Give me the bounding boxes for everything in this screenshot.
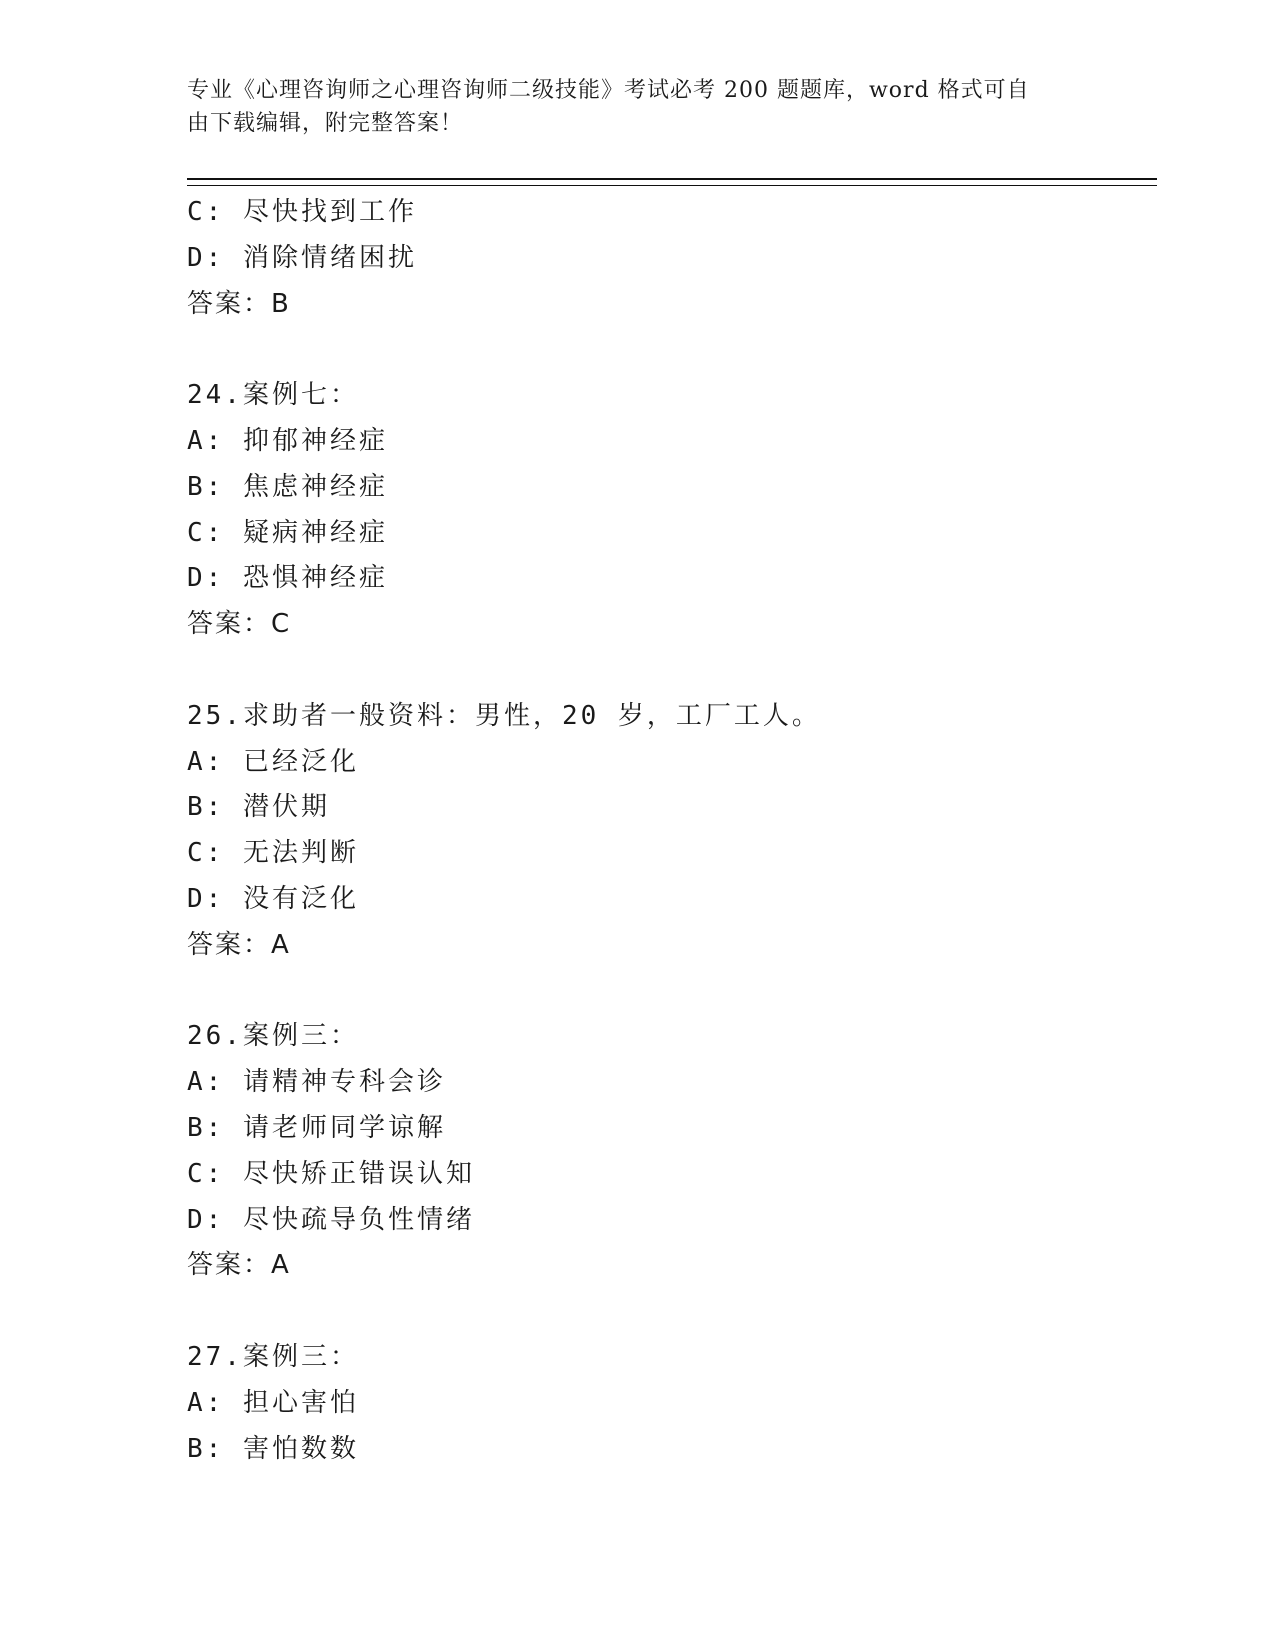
answer-line: 答案：C — [187, 609, 292, 640]
option-c: C: 尽快找到工作 — [187, 197, 417, 227]
option-b: B: 潜伏期 — [187, 792, 330, 823]
option-c: C: 尽快矫正错误认知 — [187, 1158, 475, 1189]
question-list — [187, 190, 1147, 1472]
option-d: D: 没有泛化 — [187, 883, 359, 914]
answer-line: 答案：A — [187, 1250, 291, 1281]
question-27 — [187, 1335, 1147, 1472]
option-a: A: 担心害怕 — [187, 1387, 359, 1418]
answer-line: 答案：A — [187, 929, 291, 960]
question-26 — [187, 1014, 1147, 1289]
option-b: B: 焦虑神经症 — [187, 471, 388, 502]
header-line-1: 专业《心理咨询师之心理咨询师二级技能》考试必考 200 题题库，word 格式可自 — [187, 78, 1030, 103]
option-b: B: 请老师同学谅解 — [187, 1112, 446, 1143]
option-d: D: 恐惧神经症 — [187, 563, 388, 594]
option-c: C: 疑病神经症 — [187, 517, 388, 548]
option-d: D: 消除情绪困扰 — [187, 242, 417, 273]
option-a: A: 抑郁神经症 — [187, 425, 388, 456]
answer-line: 答案：B — [187, 288, 291, 319]
question-stem: 25.求助者一般资料：男性，20 岁，工厂工人。 — [187, 700, 821, 731]
question-25 — [187, 694, 1147, 969]
option-d: D: 尽快疏导负性情绪 — [187, 1204, 475, 1235]
option-b: B: 害怕数数 — [187, 1433, 359, 1464]
option-a: A: 请精神专科会诊 — [187, 1067, 446, 1098]
document-header — [187, 74, 1067, 140]
question-23-continued — [187, 190, 1147, 327]
option-c: C: 无法判断 — [187, 838, 359, 869]
question-24 — [187, 373, 1147, 648]
question-stem: 24.案例七： — [187, 380, 359, 411]
option-a: A: 已经泛化 — [187, 746, 359, 777]
question-stem: 26.案例三： — [187, 1021, 359, 1052]
header-line-2: 由下载编辑，附完整答案！ — [187, 111, 464, 136]
header-divider — [187, 178, 1157, 186]
question-stem: 27.案例三： — [187, 1341, 359, 1372]
